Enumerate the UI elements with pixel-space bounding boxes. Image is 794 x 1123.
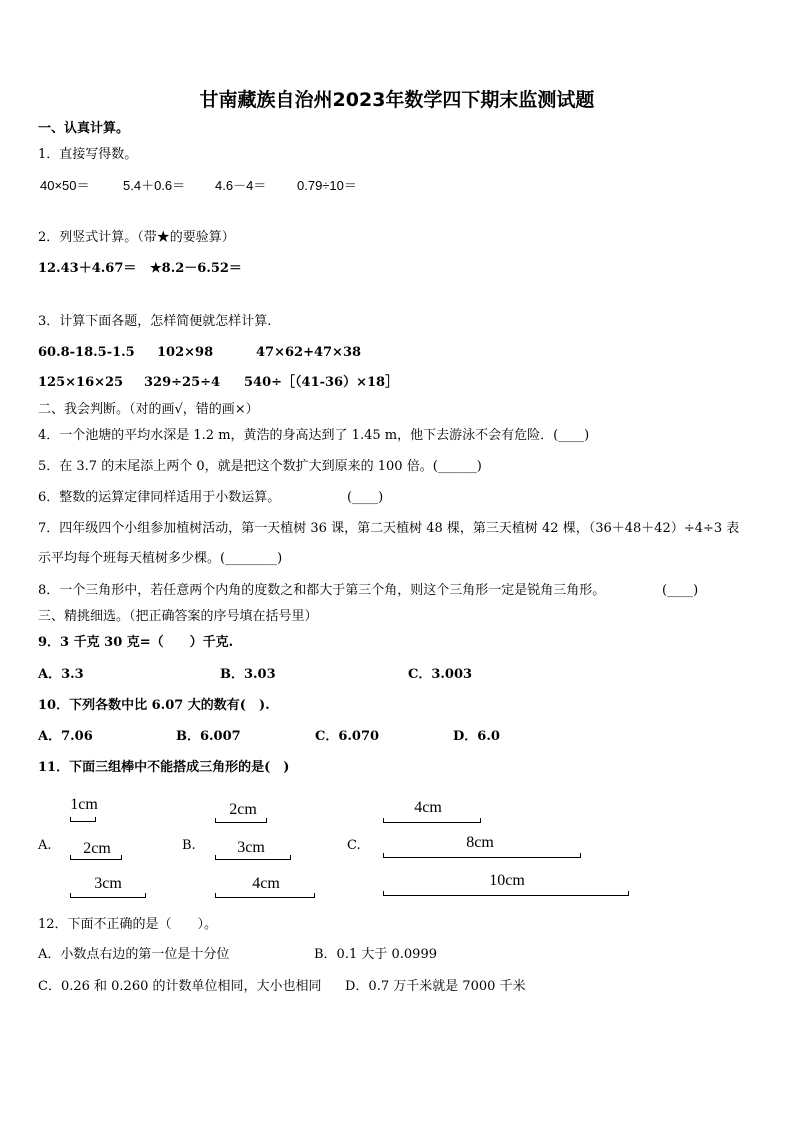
question-text: 11．下面三组棒中不能搭成三角形的是( ) [38, 760, 290, 775]
stick [383, 891, 629, 896]
calc-item: 540÷［（41-36）×18］ [244, 375, 399, 390]
stick [215, 893, 315, 898]
question-label: 2．列竖式计算。（带★的要验算） [38, 230, 235, 245]
option: B．3.03 [220, 667, 276, 682]
stick-label: 4cm [414, 799, 442, 816]
question-text: 6．整数的运算定律同样适用于小数运算。 [38, 490, 281, 505]
option: C．6.070 [315, 729, 380, 744]
calc-item: ★8.2－6.52＝ [150, 261, 242, 276]
option: C．3.003 [408, 667, 473, 682]
question-label: 1．直接写得数。 [38, 147, 138, 162]
question-text: 5．在 3.7 的末尾添上两个 0，就是把这个数扩大到原来的 100 倍。(______) [38, 459, 482, 474]
option-letter: A. [38, 838, 52, 853]
question-text: 8．一个三角形中，若任意两个内角的度数之和都大于第三个角，则这个三角形一定是锐角三角形。 [38, 583, 606, 598]
question-label: 3．计算下面各题，怎样简便就怎样计算. [38, 314, 272, 329]
stick [70, 817, 96, 822]
option: D．0.7 万千米就是 7000 千米 [345, 979, 526, 994]
calc-item: 102×98 [157, 345, 214, 360]
calc-item: 12.43＋4.67＝ [38, 261, 137, 276]
stick [215, 818, 267, 823]
stick [215, 855, 291, 860]
stick [383, 853, 581, 858]
option: A．7.06 [38, 729, 93, 744]
question-text: 示平均每个班每天植树多少棵。(________) [38, 551, 283, 566]
section-heading: 三、精挑细选。（把正确答案的序号填在括号里） [38, 609, 318, 624]
option: D．6.0 [453, 729, 500, 744]
option: A．小数点右边的第一位是十分位 [38, 947, 230, 962]
stick-label: 8cm [466, 834, 494, 851]
option: B．0.1 大于 0.0999 [314, 947, 437, 962]
question-text: 4．一个池塘的平均水深是 1.2 m，黄浩的身高达到了 1.45 m，他下去游泳不会有危险．(____) [38, 428, 590, 443]
calc-item: 4.6－4＝ [215, 178, 267, 193]
question-text: 10．下列各数中比 6.07 大的数有( ). [38, 698, 270, 713]
option: B．6.007 [176, 729, 241, 744]
stick-label: 2cm [83, 840, 111, 857]
calc-item: 60.8-18.5-1.5 [38, 345, 135, 360]
calc-item: 5.4＋0.6＝ [123, 178, 186, 193]
option: A．3.3 [38, 667, 84, 682]
stick-label: 3cm [94, 875, 122, 892]
calc-item: 47×62+47×38 [256, 345, 362, 360]
calc-item: 0.79÷10＝ [297, 178, 357, 193]
question-text: 7．四年级四个小组参加植树活动，第一天植树 36 课，第二天植树 48 棵，第三天植树 42 棵，（36＋48＋42）÷4÷3 表 [38, 521, 740, 536]
stick-label: 4cm [252, 875, 280, 892]
calc-item: 125×16×25 [38, 375, 124, 390]
answer-blank: (____) [347, 490, 384, 505]
page-title: 甘南藏族自治州2023年数学四下期末监测试题 [199, 89, 595, 111]
calc-item: 40×50＝ [40, 178, 90, 193]
option-letter: B. [182, 838, 196, 853]
question-text: 9．3 千克 30 克=（ ）千克. [38, 635, 234, 650]
stick-label: 3cm [237, 839, 265, 856]
section-heading: 一、认真计算。 [38, 121, 130, 136]
stick-label: 2cm [229, 801, 257, 818]
answer-blank: (____) [662, 583, 699, 598]
stick-label: 10cm [489, 872, 525, 889]
option: C．0.26 和 0.260 的计数单位相同，大小也相同 [38, 979, 322, 994]
stick [383, 818, 481, 823]
stick [70, 893, 146, 898]
question-text: 12．下面不正确的是（ ）。 [38, 917, 218, 932]
option-letter: C. [347, 838, 361, 853]
stick [70, 855, 122, 860]
calc-item: 329÷25÷4 [144, 375, 221, 390]
section-heading: 二、我会判断。（对的画√，错的画×） [38, 402, 259, 417]
stick-label: 1cm [70, 796, 98, 813]
